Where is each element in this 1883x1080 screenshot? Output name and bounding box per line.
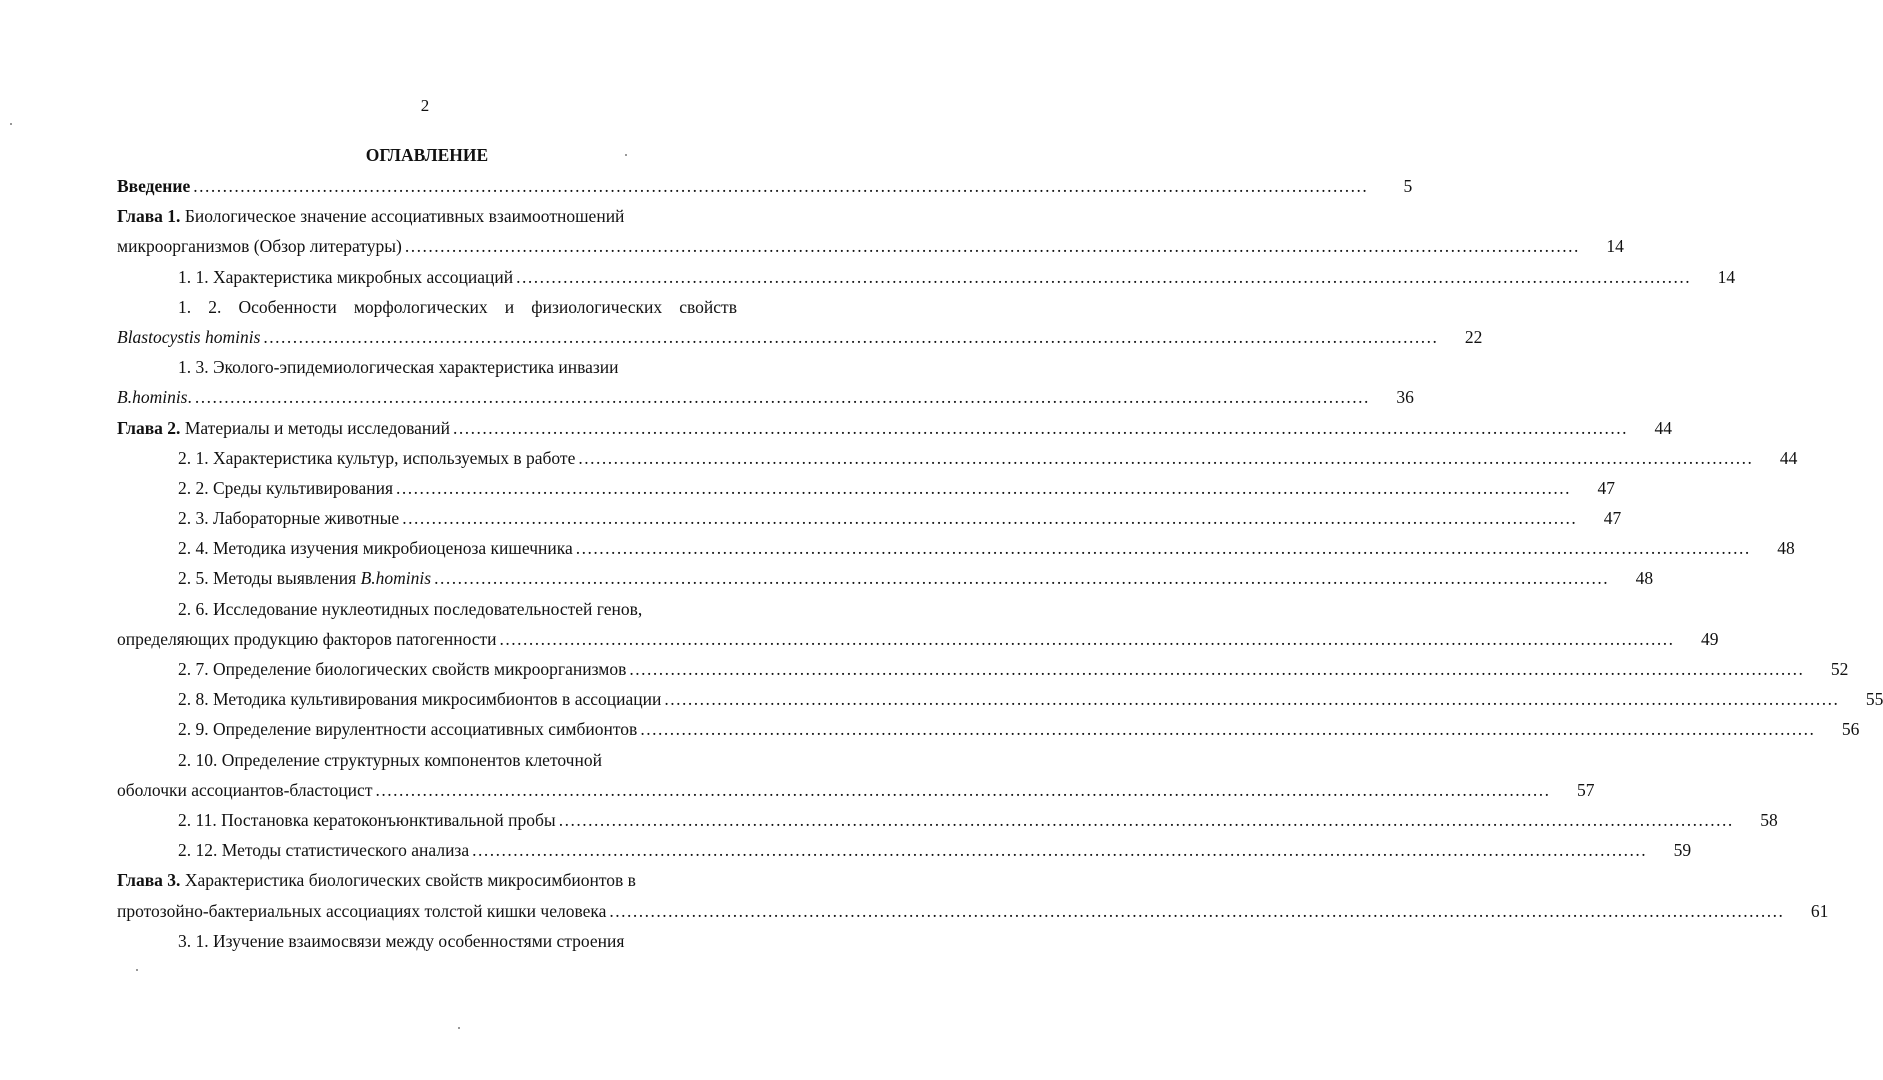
toc-entry-text: [117, 926, 624, 956]
toc-entry: [117, 684, 1883, 714]
toc-entry-title: определяющих продукцию факторов патогенности: [117, 628, 497, 649]
dot-leader: ........................................................................................................................................................................................................: [396, 477, 1571, 498]
toc-entry-text: [117, 745, 602, 775]
toc-page-number: 47: [1597, 477, 1615, 498]
toc-entry-title: Характеристика биологических свойств микросимбионтов в: [180, 870, 636, 891]
scan-speck: [625, 154, 627, 156]
toc-entry-title: оболочки ассоциантов-бластоцист: [117, 779, 373, 800]
toc-entry-text: [117, 624, 497, 654]
toc-page-number: 22: [1464, 326, 1483, 347]
toc-entry-title: 2. 11. Постановка кератоконъюнктивальной пробы: [178, 809, 556, 830]
toc-entry-title: 2. 5. Методы выявления: [178, 568, 361, 589]
toc-entry: [117, 624, 1719, 654]
toc-page-number: 52: [1830, 659, 1849, 679]
toc-page-number: 55: [1865, 689, 1883, 710]
dot-leader: ........................................................................................................................................................................................................: [664, 689, 1840, 710]
dot-leader: ........................................................................................................................................................................................................: [629, 659, 1805, 679]
toc-entry-text: [117, 865, 636, 895]
scan-speck: [458, 1027, 460, 1029]
toc-entry-text: [117, 563, 431, 593]
toc-word: 2.: [208, 296, 222, 317]
dot-leader: ........................................................................................................................................................................................................: [558, 809, 1734, 830]
toc-page-number: 48: [1635, 568, 1654, 589]
toc-page-number: 48: [1777, 538, 1795, 559]
toc-entry-line: [117, 594, 737, 624]
dot-leader: ........................................................................................................................................................................................................: [578, 447, 1754, 468]
toc-entry-text: [117, 292, 737, 322]
toc-page-number: 14: [1717, 266, 1736, 287]
dot-leader: ........................................................................................................................................................................................................: [402, 508, 1578, 529]
toc-entry-text: [117, 352, 619, 382]
toc-page-number: 14: [1606, 236, 1624, 257]
toc-entry: [117, 231, 1624, 261]
toc-entry-title: 2. 6. Исследование нуклеотидных последовательностей генов,: [178, 598, 643, 619]
toc-entry-title: 2. 8. Методика культивирования микросимбионтов в ассоциации: [178, 689, 662, 710]
dot-leader: ........................................................................................................................................................................................................: [404, 236, 1580, 257]
dot-leader: ........................................................................................................................................................................................................: [375, 779, 1551, 800]
toc-entry: [117, 533, 1795, 563]
toc-entry: [117, 563, 1654, 593]
toc-word: Особенности: [238, 296, 337, 317]
toc-entry-text: [117, 262, 513, 292]
toc-entry-text: [117, 594, 642, 624]
toc-entry-text: [117, 503, 399, 533]
toc-entry: [117, 443, 1798, 473]
toc-word: и: [504, 296, 515, 317]
toc-entry-title: 2. 10. Определение структурных компонентов клеточной: [178, 749, 602, 770]
toc-entry-line: [117, 201, 737, 231]
toc-page-number: 56: [1841, 719, 1860, 740]
toc-page-number: 61: [1810, 900, 1829, 921]
dot-leader: ........................................................................................................................................................................................................: [434, 568, 1610, 589]
dot-leader: ........................................................................................................................................................................................................: [263, 326, 1439, 347]
toc-entry-text: [117, 413, 450, 443]
species-name: Blastocystis hominis: [117, 326, 261, 347]
table-of-contents: [117, 171, 1883, 956]
toc-entry-text: [117, 382, 192, 412]
species-name: B.hominis: [117, 387, 188, 408]
toc-entry: [117, 835, 1692, 865]
toc-word: морфологических: [353, 296, 488, 317]
chapter-label: Введение: [117, 176, 191, 196]
toc-entry: [117, 896, 1829, 926]
toc-entry-text: [117, 533, 573, 563]
dot-leader: ........................................................................................................................................................................................................: [640, 719, 1816, 740]
dot-leader: ........................................................................................................................................................................................................: [453, 417, 1629, 438]
toc-entry: [117, 322, 1483, 352]
toc-entry-title: 1. 3. Эколого-эпидемиологическая характеристика инвазии: [178, 357, 619, 378]
toc-entry-title: 2. 7. Определение биологических свойств микроорганизмов: [178, 659, 627, 679]
toc-page-number: 44: [1654, 417, 1673, 438]
toc-entry-title: 2. 1. Характеристика культур, используемых в работе: [178, 447, 576, 468]
toc-entry: [117, 503, 1622, 533]
species-name: B.hominis: [360, 568, 432, 589]
toc-entry-title: .: [187, 387, 192, 408]
dot-leader: ........................................................................................................................................................................................................: [499, 628, 1675, 649]
toc-entry-text: [117, 231, 402, 261]
toc-entry-title: 2. 9. Определение вирулентности ассоциативных симбионтов: [178, 719, 638, 740]
dot-leader: ........................................................................................................................................................................................................: [194, 387, 1370, 408]
toc-word: физиологических: [531, 296, 663, 317]
toc-entry-title: 1. 1. Характеристика микробных ассоциаций: [178, 266, 514, 287]
toc-word: 1.: [178, 296, 192, 317]
toc-page-number: 47: [1603, 508, 1622, 529]
toc-entry-title: Материалы и методы исследований: [180, 417, 451, 438]
toc-entry-text: [117, 684, 661, 714]
toc-page-number: 58: [1760, 809, 1778, 830]
toc-entry-text: [117, 171, 190, 201]
toc-entry-title: 3. 1. Изучение взаимосвязи между особенностями строения: [178, 930, 625, 951]
page-number: 2: [420, 96, 430, 115]
toc-page-number: 57: [1576, 779, 1595, 800]
toc-entry-line: [117, 292, 737, 322]
toc-entry-text: [117, 443, 575, 473]
toc-entry-text: [117, 714, 637, 744]
toc-entry-text: [117, 775, 372, 805]
toc-page-number: 49: [1701, 628, 1719, 649]
toc-entry-line: [117, 745, 737, 775]
toc-entry-title: 2. 2. Среды культивирования: [178, 477, 393, 498]
dot-leader: ........................................................................................................................................................................................................: [609, 900, 1785, 921]
toc-entry-title: 2. 3. Лабораторные животные: [178, 508, 400, 529]
toc-page-number: 59: [1673, 840, 1692, 861]
dot-leader: ........................................................................................................................................................................................................: [193, 176, 1369, 196]
toc-entry-line: [117, 865, 737, 895]
toc-entry: [117, 382, 1414, 412]
dot-leader: ........................................................................................................................................................................................................: [472, 840, 1648, 861]
toc-entry-text: [117, 201, 624, 231]
chapter-label: Глава 3.: [117, 870, 181, 891]
toc-entry: [117, 714, 1860, 744]
toc-entry-title: 2. 12. Методы статистического анализа: [178, 840, 470, 861]
toc-page-number: 36: [1396, 387, 1414, 408]
toc-entry-text: [117, 473, 393, 503]
toc-entry-title: микроорганизмов (Обзор литературы): [117, 236, 402, 257]
toc-word: свойств: [679, 296, 737, 317]
chapter-label: Глава 1.: [117, 206, 181, 227]
scan-speck: [10, 123, 12, 125]
toc-entry: [117, 654, 1849, 684]
scan-speck: [136, 969, 138, 971]
toc-entry-title: 2. 4. Методика изучения микробиоценоза кишечника: [178, 538, 573, 559]
toc-entry-text: [117, 654, 626, 684]
toc-entry: [117, 775, 1595, 805]
toc-entry: [117, 171, 1413, 201]
toc-entry-text: [117, 322, 260, 352]
toc-entry-title: Биологическое значение ассоциативных взаимоотношений: [180, 206, 625, 227]
toc-entry: [117, 413, 1673, 443]
toc-entry-text: [117, 896, 606, 926]
toc-entry-text: [117, 805, 556, 835]
toc-page-number: 5: [1403, 176, 1413, 196]
toc-entry-title: протозойно-бактериальных ассоциациях толстой кишки человека: [117, 900, 607, 921]
dot-leader: ........................................................................................................................................................................................................: [516, 266, 1692, 287]
toc-entry-text: [117, 835, 469, 865]
toc-page-number: 44: [1779, 447, 1798, 468]
page-title: ОГЛАВЛЕНИЕ: [365, 145, 489, 165]
toc-entry: [117, 805, 1778, 835]
toc-entry: [117, 473, 1615, 503]
toc-entry-line: [117, 352, 737, 382]
toc-entry-line: [117, 926, 737, 956]
toc-entry: [117, 262, 1736, 292]
dot-leader: ........................................................................................................................................................................................................: [575, 538, 1751, 559]
chapter-label: Глава 2.: [117, 417, 181, 438]
